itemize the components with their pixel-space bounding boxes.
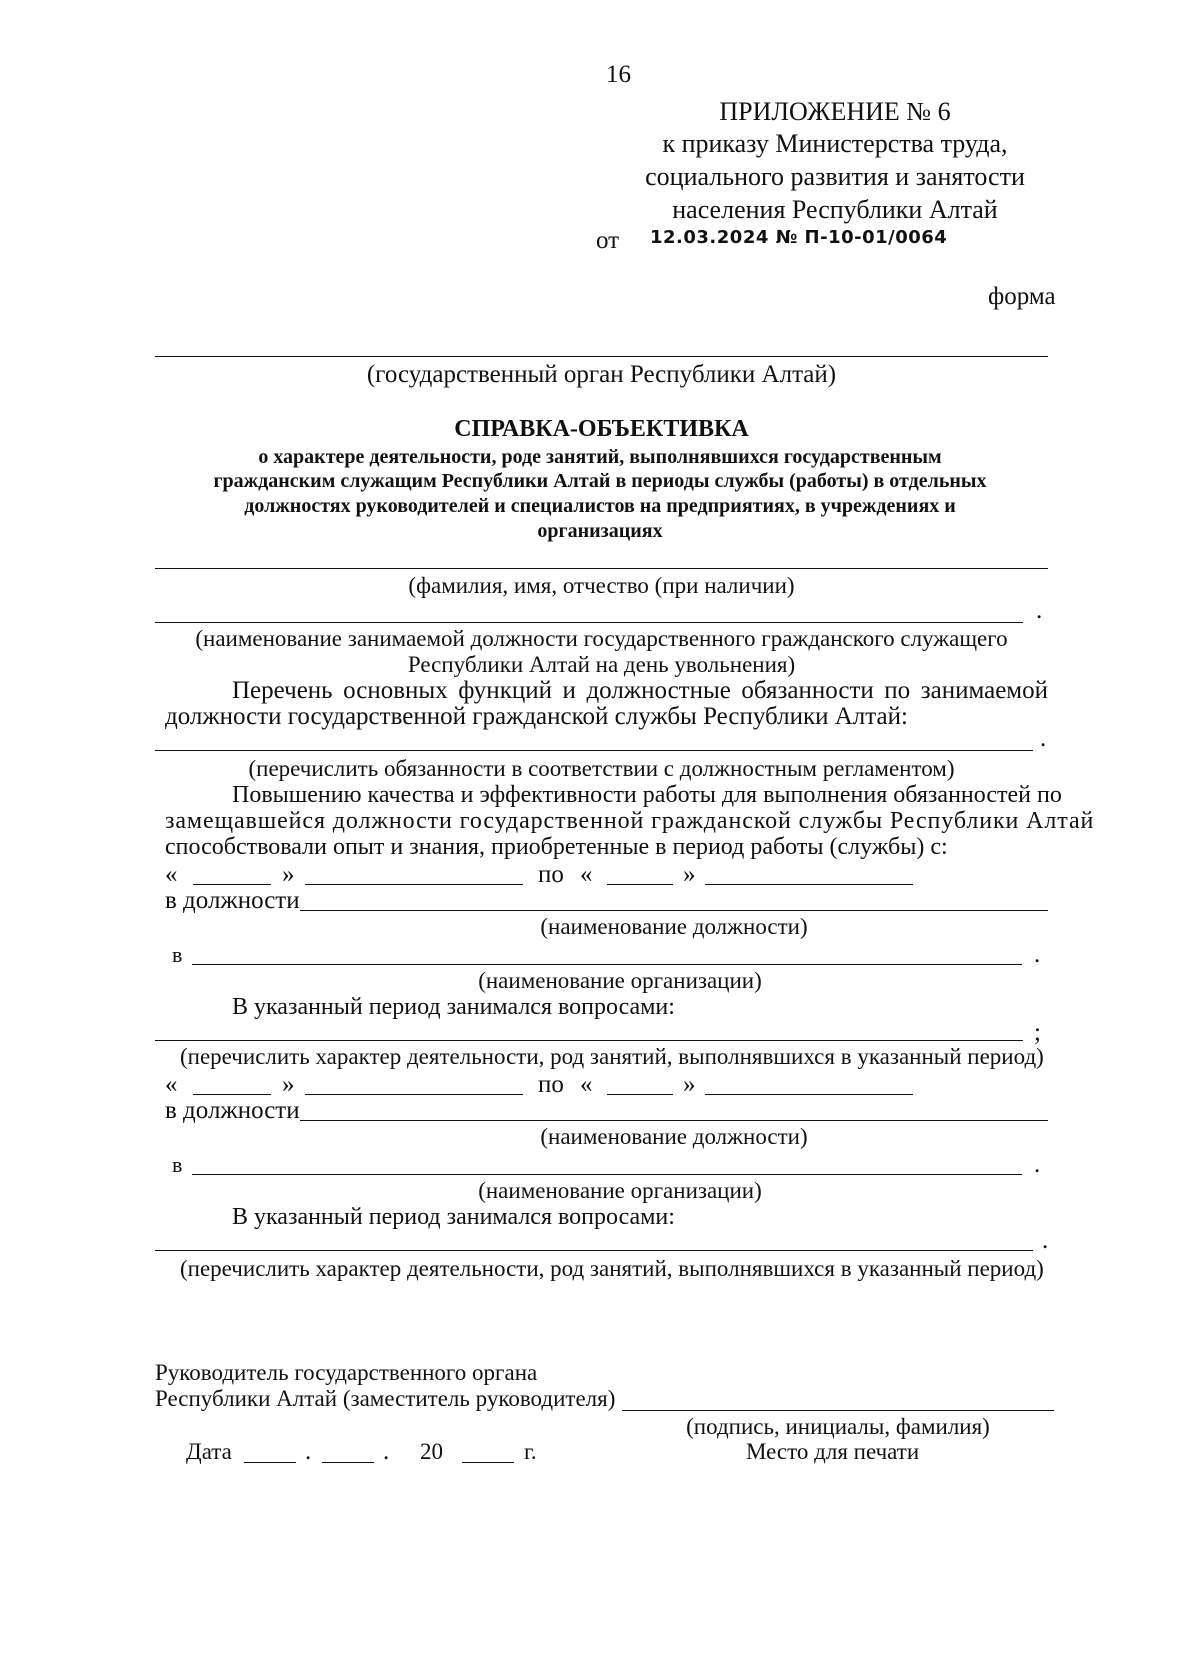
period1-start-day-field[interactable] [193, 884, 271, 885]
date-year-field[interactable] [462, 1462, 514, 1463]
period1-org-dot: . [1034, 941, 1041, 968]
head-label-1: Руководитель государственного органа [155, 1360, 538, 1385]
position-line-dot: . [1036, 597, 1043, 624]
period1-activity-caption: (перечислить характер деятельности, род занятий, выполнявшихся в указанный период) [180, 1044, 1044, 1069]
date-dot-1: . [305, 1438, 312, 1465]
appendix-line-4: населения Республики Алтай [672, 195, 998, 224]
fio-caption: (фамилия, имя, отчество (при наличии) [408, 573, 795, 598]
functions-line-2: должности государственной гражданской службы Республики Алтай: [165, 703, 908, 730]
period2-v-label: в [172, 1152, 183, 1177]
duties-line-dot: . [1040, 725, 1047, 752]
period2-start-quote-open: « [165, 1071, 178, 1098]
signature-field[interactable] [622, 1410, 1054, 1411]
period1-v-label: в [172, 942, 183, 967]
date-day-field[interactable] [244, 1462, 296, 1463]
stamp-place-label: Место для печати [746, 1439, 920, 1464]
doc-subtitle-1: о характере деятельности, роде занятий, выполнявшихся государственным [258, 446, 942, 468]
improve-line-2: замещавшейся должности государственной гражданской службы Республики Алтай [165, 808, 1095, 834]
period1-issues-label: В указанный период занимался вопросами: [232, 994, 675, 1020]
period2-activity-caption: (перечислить характер деятельности, род занятий, выполнявшихся в указанный период) [180, 1256, 1044, 1281]
date-dot-2: . [383, 1438, 390, 1465]
period1-start-quote-close: » [282, 861, 295, 888]
period2-end-quote-open: « [580, 1071, 593, 1098]
date-year-suffix: г. [524, 1439, 537, 1464]
period1-end-quote-close: » [683, 861, 696, 888]
period2-start-month-year-field[interactable] [305, 1094, 523, 1095]
period2-org-dot: . [1034, 1151, 1041, 1178]
period1-start-month-year-field[interactable] [305, 884, 523, 885]
period1-end-day-field[interactable] [607, 884, 673, 885]
page-number: 16 [606, 61, 631, 88]
from-prefix: от [596, 227, 620, 254]
position-line [155, 622, 1023, 623]
period2-activity-field[interactable] [155, 1250, 1033, 1251]
doc-subtitle-2: гражданским служащим Республики Алтай в периоды службы (работы) в отдельных [213, 470, 987, 492]
period2-activity-dot: . [1042, 1227, 1049, 1254]
period1-activity-semicolon: ; [1034, 1019, 1041, 1046]
duties-caption: (перечислить обязанности в соответствии с должностным регламентом) [248, 756, 955, 781]
period2-start-quote-close: » [282, 1071, 295, 1098]
period1-end-month-year-field[interactable] [705, 884, 913, 885]
fio-line [155, 568, 1048, 569]
period2-end-day-field[interactable] [607, 1094, 673, 1095]
date-year-prefix: 20 [420, 1439, 443, 1464]
improve-line-3: способствовали опыт и знания, приобретенные в период работы (службы) с: [165, 834, 948, 860]
appendix-line-2: к приказу Министерства труда, [662, 129, 1008, 158]
head-label-2: Республики Алтай (заместитель руководителя) [155, 1386, 616, 1411]
period1-position-field[interactable] [300, 910, 1048, 911]
period1-in-position-label: в должности [165, 887, 300, 914]
period1-activity-field[interactable] [155, 1040, 1023, 1041]
period1-org-field[interactable] [192, 964, 1022, 965]
position-caption-1: (наименование занимаемой должности государственного гражданского служащего [195, 626, 1008, 651]
period2-po: по [538, 1071, 564, 1098]
appendix-title: ПРИЛОЖЕНИЕ № 6 [719, 97, 951, 126]
org-line [155, 356, 1048, 357]
period2-in-position-label: в должности [165, 1097, 300, 1124]
duties-line [155, 750, 1033, 751]
improve-line-1: Повышению качества и эффективности работы для выполнения обязанностей по [232, 782, 1062, 808]
period2-position-caption: (наименование должности) [540, 1124, 808, 1149]
appendix-line-3: социального развития и занятости [645, 162, 1025, 191]
date-label: Дата [186, 1439, 232, 1464]
signature-caption: (подпись, инициалы, фамилия) [686, 1414, 990, 1439]
period2-issues-label: В указанный период занимался вопросами: [232, 1204, 675, 1230]
period2-end-month-year-field[interactable] [705, 1094, 913, 1095]
period2-org-caption: (наименование организации) [478, 1178, 762, 1203]
period1-org-caption: (наименование организации) [478, 968, 762, 993]
period2-start-day-field[interactable] [193, 1094, 271, 1095]
period2-end-quote-close: » [683, 1071, 696, 1098]
functions-line-1-text: Перечень основных функций и должностные обязанности по занимаемой [232, 677, 1048, 704]
period2-position-field[interactable] [300, 1120, 1048, 1121]
period1-position-caption: (наименование должности) [540, 914, 808, 939]
date-month-field[interactable] [322, 1462, 374, 1463]
period1-po: по [538, 861, 564, 888]
position-caption-2: Республики Алтай на день увольнения) [407, 652, 796, 677]
doc-title: СПРАВКА-ОБЪЕКТИВКА [454, 416, 749, 442]
period2-org-field[interactable] [192, 1174, 1022, 1175]
period1-start-quote-open: « [165, 861, 178, 888]
org-caption: (государственный орган Республики Алтай) [366, 361, 837, 388]
doc-subtitle-4: организациях [537, 520, 663, 542]
form-label: форма [988, 283, 1056, 310]
period1-end-quote-open: « [580, 861, 593, 888]
doc-subtitle-3: должностях руководителей и специалистов на предприятиях, в учреждениях и [244, 495, 956, 517]
order-stamp: 12.03.2024 № П-10-01/0064 [650, 227, 948, 248]
